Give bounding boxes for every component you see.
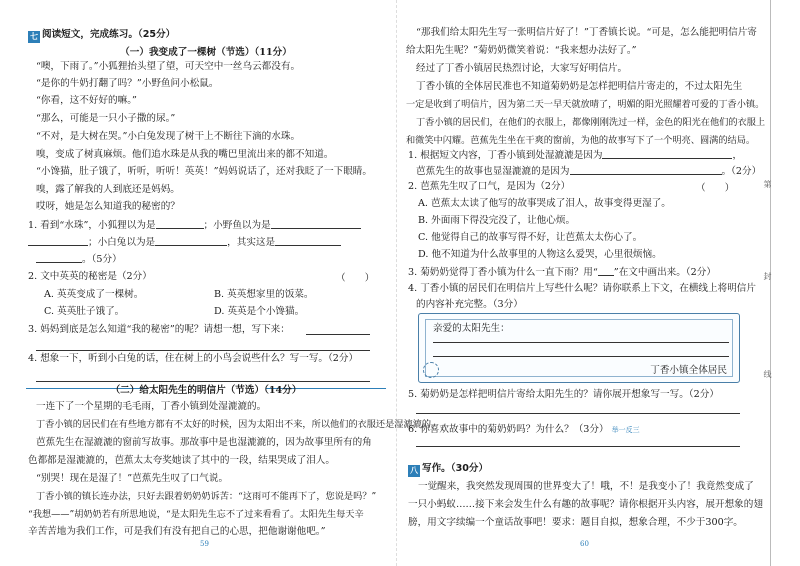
answer-blank[interactable] bbox=[570, 164, 722, 175]
passage2-title: （二）给太阳先生的明信片（节选）（14分） bbox=[110, 385, 302, 396]
q2-option-d: D. 英英是个小馋猫。 bbox=[214, 306, 305, 317]
question-2: 2. 文中英英的秘密是（2分） bbox=[28, 271, 152, 282]
r-question-4: 4. 丁香小镇的居民们在明信片上写些什么呢？请你联系上下文，在横线上将明信片 bbox=[408, 283, 756, 294]
passage2-line: 丁香小镇的居民们在有些地方都有不太好的时候，因为太阳出不来，所以他们的衣服还是湿漉漉的。 bbox=[36, 419, 441, 430]
answer-line[interactable] bbox=[416, 413, 740, 414]
passage2-cont-line: “那我们给太阳先生写一张明信片好了！”丁香镇长说。“可是，怎么能把明信片寄 bbox=[416, 27, 757, 38]
rq2-option-b: B. 外面雨下得没完没了，让他心烦。 bbox=[418, 215, 576, 226]
r-question-5: 5. 菊奶奶是怎样把明信片寄给太阳先生的？请你展开想象写一写。（2分） bbox=[408, 389, 719, 400]
r-question-4-cont: 的内容补充完整。（3分） bbox=[416, 299, 523, 310]
passage2-line: 一连下了一个星期的毛毛雨，丁香小镇到处湿漉漉的。 bbox=[36, 401, 267, 412]
binding-line bbox=[770, 0, 771, 566]
rq2-option-a: A. 芭蕉太太读了他写的故事哭成了泪人，故事变得更湿了。 bbox=[418, 198, 671, 209]
answer-blank[interactable] bbox=[28, 235, 88, 246]
passage2-cont-line: 给太阳先生呢？”菊奶奶微笑着说：“我来想办法好了。” bbox=[406, 45, 637, 56]
rq2-option-c: C. 他觉得自己的故事写得不好，让芭蕉太太伤心了。 bbox=[418, 232, 643, 243]
r-question-6 bbox=[408, 423, 640, 437]
passage1-line: “你看，这不好好的嘛。” bbox=[36, 95, 137, 106]
question-1-cont bbox=[28, 235, 341, 249]
rq1-text-a: 1. 根据短文内容，丁香小镇到处湿漉漉是因为 bbox=[408, 150, 603, 161]
answer-blank[interactable] bbox=[271, 218, 361, 229]
rq3-text-b: ”在文中画出来。（2分） bbox=[613, 267, 716, 278]
passage1-line: “不对，是大树在哭。”小白兔发现了树干上不断往下滴的水珠。 bbox=[36, 131, 301, 142]
passage2-line: 芭蕉先生在湿漉漉的窗前写故事。那故事中是也湿漉漉的，因为故事里所有的角 bbox=[36, 437, 372, 448]
answer-line[interactable] bbox=[416, 446, 740, 447]
q1-text-c: ；小白兔以为是 bbox=[88, 237, 156, 248]
answer-blank[interactable] bbox=[602, 148, 732, 159]
center-fold bbox=[396, 0, 397, 566]
postcard-greeting: 亲爱的太阳先生： bbox=[433, 323, 510, 334]
writing-prompt-line: 膀，用文字续编一个童话故事吧！要求：题目自拟，想象合理，不少于300字。 bbox=[408, 517, 743, 528]
answer-line[interactable] bbox=[306, 334, 370, 335]
passage2-line: 辛苦苦地为我们工作，可是我们有没有把自己的心思，把他谢谢他吧。” bbox=[28, 526, 326, 537]
q8-title: 写作。（30分） bbox=[422, 463, 489, 474]
passage1-line: 嗅，变成了树真麻烦。他们追水珠是从我的嘴巴里流出来的都不知道。 bbox=[36, 149, 334, 160]
rq3-text-a: 3. 菊奶奶觉得丁香小镇为什么一直下雨？用“ bbox=[408, 267, 598, 278]
answer-blank[interactable] bbox=[275, 235, 341, 246]
passage1-line: “是你的牛奶打翻了吗？”小野鱼问小松鼠。 bbox=[36, 78, 219, 89]
postcard-answer-line[interactable] bbox=[433, 342, 729, 343]
r-question-2: 2. 芭蕉先生叹了口气，是因为（2分） bbox=[408, 181, 571, 192]
rq1-text-c: 芭蕉先生的故事也显湿漉漉的是因为 bbox=[416, 166, 570, 177]
writing-prompt-line: 一觉醒来，我突然发现周围的世界变大了！哦，不！是我变小了！我竟然变成了 bbox=[418, 481, 754, 492]
q2-option-c: C. 英英肚子饿了。 bbox=[44, 306, 125, 317]
gear-stamp-icon bbox=[423, 362, 439, 378]
postcard-box bbox=[418, 313, 740, 383]
passage2-line: “别哭！现在是湿了！”芭蕉先生叹了口气说。 bbox=[36, 473, 229, 484]
question-3: 3. 妈妈到底是怎么知道“我的秘密”的呢？请想一想，写下来： bbox=[28, 324, 290, 335]
answer-blank[interactable] bbox=[598, 265, 614, 276]
q1-text-e: 。（5分） bbox=[82, 254, 122, 265]
binding-label: 封 bbox=[763, 272, 772, 280]
passage2-line: 色都都是湿漉漉的，芭蕉太太夸奖她读了其中的一段，结果哭成了泪人。 bbox=[28, 455, 335, 466]
passage1-line: 哎呀，她是怎么知道我的秘密的？ bbox=[36, 201, 180, 212]
r-question-1-cont bbox=[416, 164, 761, 178]
q2-option-a: A. 英英变成了一棵树。 bbox=[44, 289, 144, 300]
answer-paren[interactable]: （ ） bbox=[696, 183, 735, 194]
practice-badge: 举一反三 bbox=[611, 426, 640, 434]
answer-blank[interactable] bbox=[156, 218, 204, 229]
rq2-option-d: D. 他不知道为什么故事里的人物这么爱哭，心里很烦恼。 bbox=[418, 249, 662, 260]
passage1-line: “噢，下雨了。”小狐狸抬头望了望，可天空中一丝乌云都没有。 bbox=[36, 61, 301, 72]
q8-heading bbox=[408, 462, 488, 477]
postcard-answer-line[interactable] bbox=[433, 356, 729, 357]
answer-blank[interactable] bbox=[36, 252, 82, 263]
q1-text-b: ；小野鱼以为是 bbox=[203, 220, 271, 231]
passage2-cont-line: 丁香小镇的全体居民准也不知道菊奶奶是怎样把明信片寄走的，不过太阳先生 bbox=[416, 81, 743, 92]
passage2-line: 丁香小镇的镇长连办法，只好去跟着奶奶奶诉苦：“这雨可不能再下了，您说是吗？” bbox=[36, 491, 377, 502]
passage2-cont-line: 丁香小镇的居民们，在他们的衣服上，都像刚刚洗过一样，金色的阳光在他们的衣服上 bbox=[416, 117, 766, 128]
q8-number-tag: 八 bbox=[410, 466, 418, 475]
answer-line[interactable] bbox=[36, 350, 370, 351]
r-question-1 bbox=[408, 148, 742, 162]
question-1 bbox=[28, 218, 361, 232]
passage2-cont-line: 一定是收到了明信片，因为第二天一早天就放晴了，明媚的阳光照耀着可爱的丁香小镇。 bbox=[406, 99, 765, 110]
question-1-end bbox=[36, 252, 122, 266]
passage2-cont-line: 经过了丁香小镇居民热烈讨论，大家写好明信片。 bbox=[416, 63, 628, 74]
q1-text-d: ，其实这是 bbox=[227, 237, 276, 248]
page-number-left: 59 bbox=[200, 540, 209, 548]
postcard-signature: 丁香小镇全体居民 bbox=[650, 365, 727, 376]
rq1-text-b: ， bbox=[732, 150, 743, 161]
q7-title: 阅读短文，完成练习。（25分） bbox=[42, 29, 176, 40]
passage2-line: “我想——”胡奶奶若有所思地说，“是太阳先生忘不了过来看看了。太阳先生每天辛 bbox=[28, 509, 364, 520]
q7-number-tag: 七 bbox=[30, 32, 38, 41]
answer-paren[interactable]: （ ） bbox=[336, 273, 375, 284]
answer-blank[interactable] bbox=[155, 235, 227, 246]
binding-label: 第 bbox=[763, 180, 772, 188]
q7-heading bbox=[28, 28, 175, 43]
passage1-title: （一）我变成了一棵树（节选）（11分） bbox=[120, 47, 292, 58]
page-number-right: 60 bbox=[580, 540, 589, 548]
passage2-cont-line: 和微笑中闪耀。芭蕉先生坐在干爽的窗前，为他的故事写下了一个明亮、圆满的结局。 bbox=[406, 135, 756, 146]
passage1-line: 嗅，露了解我的人到底还是妈妈。 bbox=[36, 184, 180, 195]
r-question-3 bbox=[408, 265, 716, 279]
q1-text-a: 1. 看到“水珠”，小狐狸以为是 bbox=[28, 220, 156, 231]
rq6-text: 6. 你喜欢故事中的菊奶奶吗？为什么？（3分） bbox=[408, 424, 609, 435]
rq1-text-d: 。（2分） bbox=[721, 166, 762, 177]
writing-prompt-line: 一只小蚂蚁……接下来会发生什么有趣的故事呢？请你根据开头内容，展开想象的翅 bbox=[408, 499, 763, 510]
passage1-line: “那么，可能是一只小子撒的尿。” bbox=[36, 113, 176, 124]
q2-option-b: B. 英英想家里的饭菜。 bbox=[214, 289, 314, 300]
question-4: 4. 想象一下，听到小白兔的话，住在树上的小鸟会说些什么？写一写。（2分） bbox=[28, 353, 359, 364]
binding-label: 线 bbox=[763, 370, 772, 378]
passage1-line: “小馋猫，肚子饿了，听听，听听！英英！”妈妈说话了，还对我眨了一下眼睛。 bbox=[36, 166, 372, 177]
